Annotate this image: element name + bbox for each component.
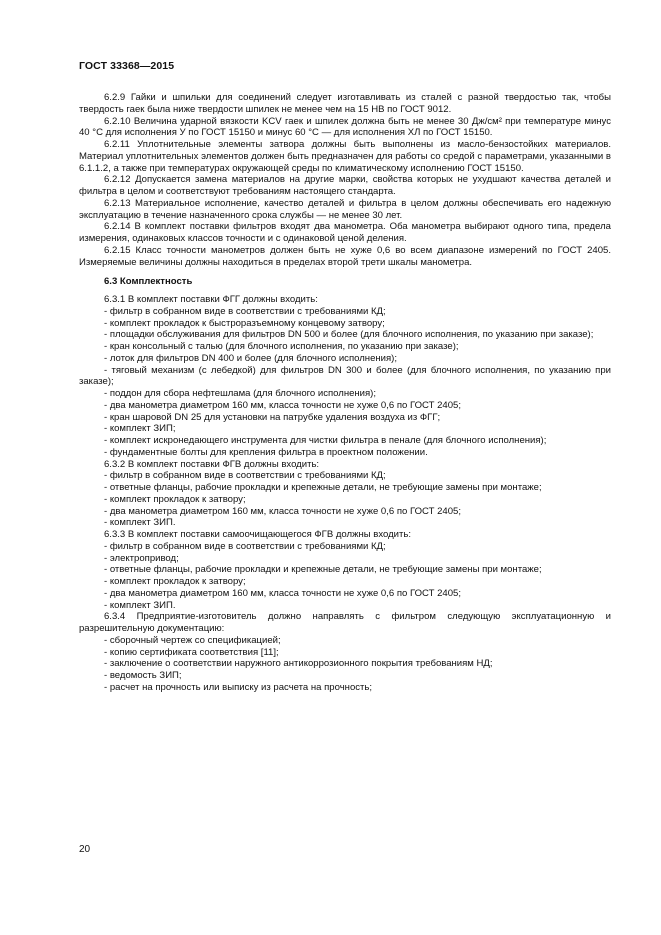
paragraph: 6.2.15 Класс точности манометров должен быть не хуже 0,6 во всем диапазоне измерений по ГОСТ 2405. Измеряемые величины должны находиться в пределах второй трети шкалы манометра. xyxy=(79,244,611,268)
list-item: - фундаментные болты для крепления фильтра в проектном положении. xyxy=(104,446,428,458)
list-item: - ответные фланцы, рабочие прокладки и крепежные детали, не требующие замены при монтаже; xyxy=(104,564,542,576)
paragraph: 6.2.10 Величина ударной вязкости KCV гаек и шпилек должна быть не менее 30 Дж/см² при температуре минус 40 °C для исполнения У по ГОСТ 15150 и минус 60 °C — для исполнения ХЛ по ГОСТ 15150. xyxy=(79,115,611,139)
section-heading: 6.3 Комплектность xyxy=(104,276,193,288)
document-header: ГОСТ 33368—2015 xyxy=(79,60,175,72)
list-item: - копию сертификата соответствия [11]; xyxy=(104,646,279,658)
list-item: - два манометра диаметром 160 мм, класса точности не хуже 0,6 по ГОСТ 2405; xyxy=(104,587,462,599)
list-item: - комплект ЗИП. xyxy=(104,517,176,529)
list-item: - тяговый механизм (с лебедкой) для фильтров DN 300 и более (для блочного исполнения, по указанию при заказе); xyxy=(79,364,611,388)
list-item: - лоток для фильтров DN 400 и более (для блочного исполнения); xyxy=(104,352,397,364)
list-item: - фильтр в собранном виде в соответствии с требованиями КД; xyxy=(104,470,386,482)
list-item: - комплект ЗИП; xyxy=(104,423,176,435)
list-item: - комплект прокладок к быстроразъемному концевому затвору; xyxy=(104,317,385,329)
list-item: - комплект искронедающего инструмента для чистки фильтра в пенале (для блочного исполнения); xyxy=(104,435,547,446)
list-item: - кран консольный с талью (для блочного исполнения, по указанию при заказе); xyxy=(104,341,459,352)
list-item: - кран шаровой DN 25 для установки на патрубке удаления воздуха из ФГГ; xyxy=(104,411,441,423)
list-item: - комплект ЗИП. xyxy=(104,599,176,611)
list-item: - ответные фланцы, рабочие прокладки и крепежные детали, не требующие замены при монтаже; xyxy=(104,482,542,493)
list-item: - два манометра диаметром 160 мм, класса точности не хуже 0,6 по ГОСТ 2405; xyxy=(104,399,462,411)
page-number: 20 xyxy=(79,844,91,855)
paragraph: 6.3.2 В комплект поставки ФГВ должны входить: xyxy=(104,458,320,470)
list-item: - площадки обслуживания для фильтров DN 500 и более (для блочного исполнения, по указанию при заказе); xyxy=(104,329,594,341)
list-item: - два манометра диаметром 160 мм, класса точности не хуже 0,6 по ГОСТ 2405; xyxy=(104,505,462,517)
document-body xyxy=(79,92,611,694)
list-item: - расчет на прочность или выписку из расчета на прочность; xyxy=(104,681,373,693)
paragraph: 6.2.13 Материальное исполнение, качество деталей и фильтра в целом должны обеспечивать его надежную эксплуатацию в течение назначенного срока службы — не менее 30 лет. xyxy=(79,197,611,221)
list-item: - ведомость ЗИП; xyxy=(104,670,182,681)
paragraph: 6.2.12 Допускается замена материалов на другие марки, свойства которых не ухудшают качества деталей и фильтра в целом и соответствуют требованиям настоящего стандарта. xyxy=(79,174,611,197)
paragraph: 6.3.4 Предприятие-изготовитель должно направлять с фильтром следующую эксплуатационную и разрешительную документацию: xyxy=(79,611,611,634)
paragraph: 6.2.14 В комплект поставки фильтров входят два манометра. Оба манометра выбирают одного типа, предела измерения, одинаковых классов точности и с одинаковой ценой деления. xyxy=(79,221,611,244)
list-item: - фильтр в собранном виде в соответствии с требованиями КД; xyxy=(104,305,386,317)
list-item: - сборочный чертеж со спецификацией; xyxy=(104,634,281,646)
paragraph: 6.3.1 В комплект поставки ФГГ должны входить: xyxy=(104,294,318,305)
list-item: - поддон для сбора нефтешлама (для блочного исполнения); xyxy=(104,388,377,399)
paragraph: 6.3.3 В комплект поставки самоочищающегося ФГВ должны входить: xyxy=(104,529,412,540)
list-item: - фильтр в собранном виде в соответствии с требованиями КД; xyxy=(104,540,386,552)
paragraph: 6.2.11 Уплотнительные элементы затвора должны быть выполнены из масло-бензостойких материалов. Материал уплотнительных элементов должен быть предназначен для работы со средой с параметрами, указанными в 6.1.1.2, а также при температурах окружающей среды по климатическому исполнению ГОСТ 15150. xyxy=(79,139,611,174)
paragraph: 6.2.9 Гайки и шпильки для соединений следует изготавливать из сталей с разной твердостью так, чтобы твердость гаек была ниже твердости шпилек не менее чем на 15 НВ по ГОСТ 9012. xyxy=(79,92,611,115)
list-item: - комплект прокладок к затвору; xyxy=(104,576,246,587)
list-item: - комплект прокладок к затвору; xyxy=(104,493,246,505)
list-item: - электропривод; xyxy=(104,552,179,564)
list-item: - заключение о соответствии наружного антикоррозионного покрытия требованиям НД; xyxy=(104,658,493,670)
